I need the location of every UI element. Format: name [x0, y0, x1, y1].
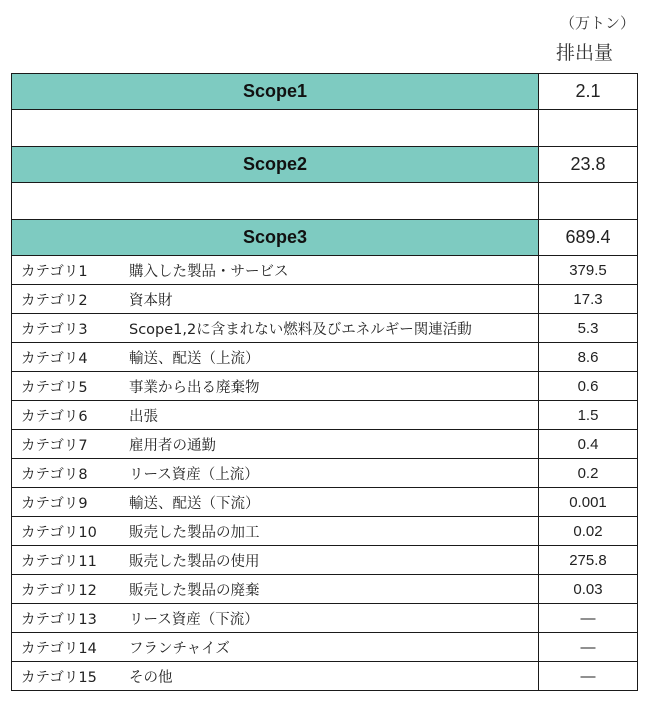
- unit-label: （万トン）: [560, 14, 636, 32]
- empty-cell: [539, 110, 638, 147]
- category-value: 0.02: [539, 517, 638, 546]
- category-value: ―: [539, 633, 638, 662]
- category-value: 0.001: [539, 488, 638, 517]
- category-label: カテゴリ9: [21, 495, 88, 512]
- category-label: カテゴリ14: [21, 640, 97, 657]
- category-row: [12, 633, 638, 662]
- category-value: ―: [539, 662, 638, 691]
- category-value: 0.03: [539, 575, 638, 604]
- category-row: [12, 488, 638, 517]
- category-value: ―: [539, 604, 638, 633]
- category-label: カテゴリ5: [21, 379, 88, 396]
- category-value: 0.2: [539, 459, 638, 488]
- category-description: 出張: [129, 408, 158, 425]
- category-name-cell: [12, 546, 539, 575]
- category-description: 購入した製品・サービス: [129, 263, 289, 280]
- scope1-label: Scope1: [12, 74, 539, 110]
- emissions-column-header: 排出量: [556, 42, 614, 64]
- empty-cell: [12, 183, 539, 220]
- category-row: [12, 285, 638, 314]
- category-row: [12, 256, 638, 285]
- category-row: [12, 314, 638, 343]
- category-name-cell: [12, 285, 539, 314]
- category-label: カテゴリ12: [21, 582, 97, 599]
- category-name-cell: [12, 256, 539, 285]
- category-name-cell: [12, 662, 539, 691]
- category-row: [12, 546, 638, 575]
- category-value: 379.5: [539, 256, 638, 285]
- category-name-cell: [12, 604, 539, 633]
- category-value: 5.3: [539, 314, 638, 343]
- category-description: 資本財: [129, 292, 173, 309]
- category-name-cell: [12, 372, 539, 401]
- category-row: [12, 372, 638, 401]
- category-label: カテゴリ7: [21, 437, 88, 454]
- category-value: 0.6: [539, 372, 638, 401]
- category-label: カテゴリ15: [21, 669, 97, 686]
- category-description: Scope1,2に含まれない燃料及びエネルギー関連活動: [129, 321, 472, 338]
- emissions-table: [11, 73, 638, 691]
- category-row: [12, 343, 638, 372]
- empty-cell: [12, 110, 539, 147]
- scope3-value: 689.4: [539, 220, 638, 256]
- category-description: 販売した製品の廃棄: [129, 582, 260, 599]
- category-value: 17.3: [539, 285, 638, 314]
- category-label: カテゴリ11: [21, 553, 97, 570]
- category-label: カテゴリ1: [21, 263, 88, 280]
- category-row: [12, 430, 638, 459]
- category-description: 販売した製品の加工: [129, 524, 260, 541]
- spacer-row: [12, 110, 638, 147]
- category-row: [12, 517, 638, 546]
- category-label: カテゴリ2: [21, 292, 88, 309]
- spacer-row: [12, 183, 638, 220]
- category-description: リース資産（上流）: [129, 466, 259, 483]
- category-name-cell: [12, 488, 539, 517]
- category-row: [12, 401, 638, 430]
- category-row: [12, 662, 638, 691]
- category-label: カテゴリ10: [21, 524, 97, 541]
- category-description: 輸送、配送（下流）: [129, 495, 260, 512]
- category-description: 輸送、配送（上流）: [129, 350, 260, 367]
- category-description: その他: [129, 669, 173, 686]
- scope1-value: 2.1: [539, 74, 638, 110]
- category-description: フランチャイズ: [129, 640, 230, 657]
- category-name-cell: [12, 314, 539, 343]
- empty-cell: [539, 183, 638, 220]
- scope2-label: Scope2: [12, 147, 539, 183]
- category-label: カテゴリ8: [21, 466, 88, 483]
- category-value: 0.4: [539, 430, 638, 459]
- category-row: [12, 459, 638, 488]
- category-label: カテゴリ13: [21, 611, 97, 628]
- category-name-cell: [12, 430, 539, 459]
- category-label: カテゴリ4: [21, 350, 88, 367]
- scope3-label: Scope3: [12, 220, 539, 256]
- scope3-row: [12, 220, 638, 256]
- category-value: 8.6: [539, 343, 638, 372]
- category-description: リース資産（下流）: [129, 611, 259, 628]
- category-name-cell: [12, 459, 539, 488]
- category-name-cell: [12, 633, 539, 662]
- scope1-row: [12, 74, 638, 110]
- category-description: 雇用者の通勤: [129, 437, 216, 454]
- category-rows: [12, 256, 638, 691]
- category-name-cell: [12, 517, 539, 546]
- category-name-cell: [12, 575, 539, 604]
- scope2-row: [12, 147, 638, 183]
- category-description: 販売した製品の使用: [129, 553, 260, 570]
- category-row: [12, 604, 638, 633]
- category-row: [12, 575, 638, 604]
- category-name-cell: [12, 401, 539, 430]
- scope2-value: 23.8: [539, 147, 638, 183]
- category-label: カテゴリ3: [21, 321, 88, 338]
- category-value: 275.8: [539, 546, 638, 575]
- category-description: 事業から出る廃棄物: [129, 379, 260, 396]
- category-name-cell: [12, 343, 539, 372]
- category-value: 1.5: [539, 401, 638, 430]
- category-label: カテゴリ6: [21, 408, 88, 425]
